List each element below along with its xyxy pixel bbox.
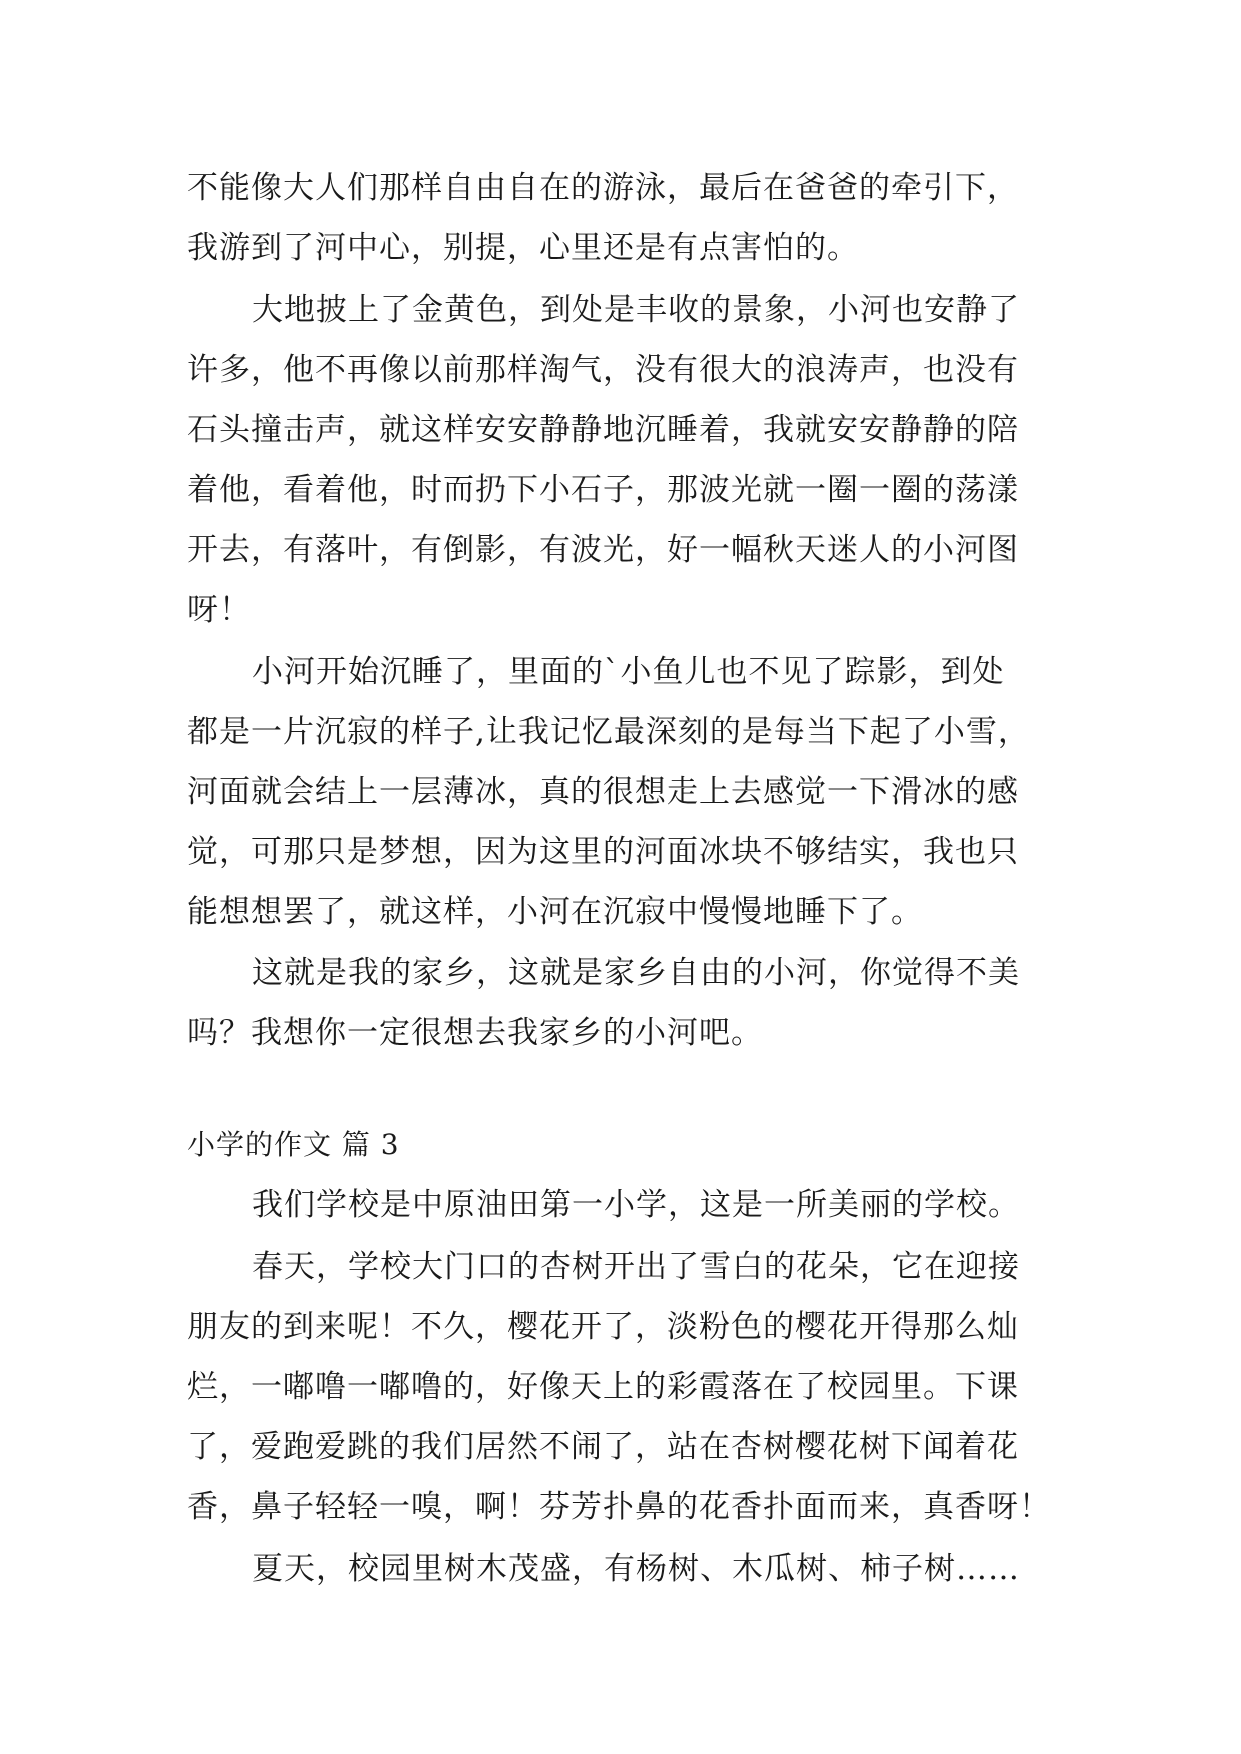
text-line: 觉，可那只是梦想，因为这里的河面冰块不够结实，我也只 [187,834,1019,870]
text-line: 我游到了河中心，别提，心里还是有点害怕的。 [187,230,859,266]
text-line: 烂，一嘟噜一嘟噜的，好像天上的彩霞落在了校园里。下课 [187,1369,1019,1405]
text-line: 吗？我想你一定很想去我家乡的小河吧。 [187,1015,763,1051]
text-line: 开去，有落叶，有倒影，有波光，好一幅秋天迷人的小河图 [187,532,1019,568]
text-line: 这就是我的家乡，这就是家乡自由的小河，你觉得不美 [252,955,1020,991]
text-line: 呀！ [187,592,251,628]
text-line: 了，爱跑爱跳的我们居然不闹了，站在杏树樱花树下闻着花 [187,1429,1019,1465]
text-line: 河面就会结上一层薄冰，真的很想走上去感觉一下滑冰的感 [187,774,1019,810]
text-line: 能想想罢了，就这样，小河在沉寂中慢慢地睡下了。 [187,894,923,930]
text-line: 香，鼻子轻轻一嗅，啊！芬芳扑鼻的花香扑面而来，真香呀！ [187,1489,1051,1525]
text-line: 我们学校是中原油田第一小学，这是一所美丽的学校。 [252,1187,1020,1223]
text-line: 夏天，校园里树木茂盛，有杨树、木瓜树、柿子树…… [252,1551,1020,1587]
section-heading: 小学的作文 篇 3 [187,1128,400,1161]
text-line: 不能像大人们那样自由自在的游泳，最后在爸爸的牵引下， [187,170,1019,206]
text-line: 小河开始沉睡了，里面的`小鱼儿也不见了踪影，到处 [252,654,1005,690]
text-line: 石头撞击声，就这样安安静静地沉睡着，我就安安静静的陪 [187,412,1019,448]
text-line: 着他，看着他，时而扔下小石子，那波光就一圈一圈的荡漾 [187,472,1019,508]
text-line: 大地披上了金黄色，到处是丰收的景象，小河也安静了 [252,292,1020,328]
text-line: 朋友的到来呢！不久，樱花开了，淡粉色的樱花开得那么灿 [187,1309,1019,1345]
text-line: 都是一片沉寂的样子,让我记忆最深刻的是每当下起了小雪， [187,714,1030,750]
text-line: 春天，学校大门口的杏树开出了雪白的花朵，它在迎接 [252,1249,1020,1285]
text-line: 许多，他不再像以前那样淘气，没有很大的浪涛声，也没有 [187,352,1019,388]
